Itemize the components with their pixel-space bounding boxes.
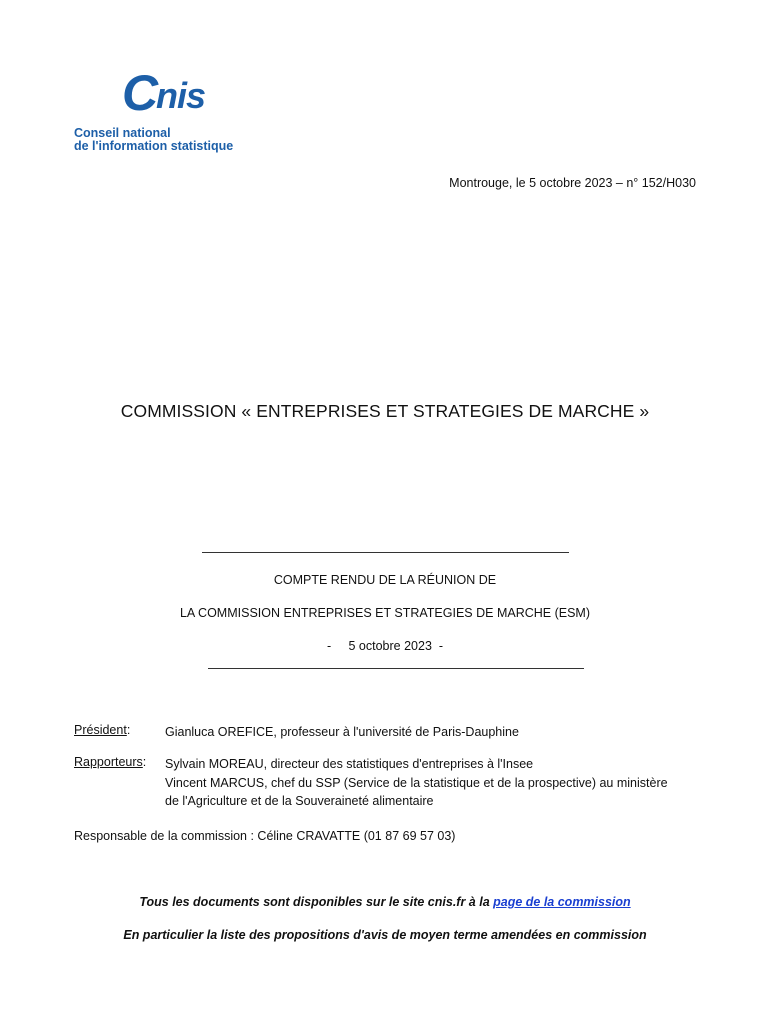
report-date: - 5 octobre 2023 -	[326, 639, 444, 653]
rapporteurs-label: Rapporteurs:	[74, 755, 147, 769]
page-title: COMMISSION « ENTREPRISES ET STRATEGIES DE MARCHE »	[120, 401, 650, 421]
logo-org-line2: de l'information statistique	[74, 139, 234, 153]
cnis-logo-mark	[122, 66, 272, 126]
cnis-logo	[74, 66, 264, 156]
rapporteur-line: de l'Agriculture et de la Souveraineté alimentaire	[165, 794, 434, 808]
footer-propositions-line: En particulier la liste des propositions d'avis de moyen terme amendées en commission	[123, 928, 647, 942]
rapporteurs-label-suffix: :	[142, 755, 147, 769]
logo-org-line1: Conseil national	[74, 126, 171, 140]
responsable-row: Responsable de la commission : Céline CRAVATTE (01 87 69 57 03)	[74, 829, 456, 843]
rapporteurs-value	[165, 755, 668, 811]
rapporteur-line: Sylvain MOREAU, directeur des statistiques d'entreprises à l'Insee	[165, 757, 534, 771]
president-label-suffix: :	[126, 723, 131, 737]
svg-text:C: C	[122, 65, 157, 121]
dateline: Montrouge, le 5 octobre 2023 – n° 152/H030	[449, 176, 696, 190]
report-heading-line2: LA COMMISSION ENTREPRISES ET STRATEGIES DE MARCHE (ESM)	[179, 606, 591, 620]
footer-documents-text: Tous les documents sont disponibles sur le site cnis.fr à la	[139, 895, 494, 909]
president-value: Gianluca OREFICE, professeur à l'université de Paris-Dauphine	[165, 725, 519, 739]
footer-documents-line	[0, 895, 770, 909]
logo-org-name	[74, 127, 233, 153]
president-label: Président:	[74, 723, 131, 737]
svg-text:nis: nis	[156, 75, 206, 116]
commission-page-link[interactable]: page de la commission	[493, 895, 631, 909]
divider-bottom	[208, 668, 584, 669]
report-heading-line1: COMPTE RENDU DE LA RÉUNION DE	[273, 573, 497, 587]
divider-top	[202, 552, 569, 553]
rapporteur-line: Vincent MARCUS, chef du SSP (Service de la statistique et de la prospective) au ministère	[165, 775, 668, 790]
